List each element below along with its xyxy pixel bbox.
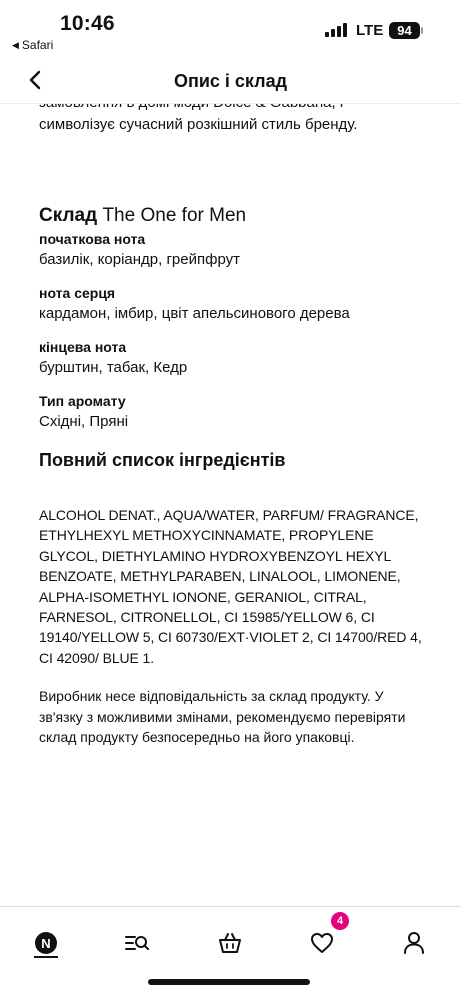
product-name: The One for Men	[102, 205, 247, 226]
home-icon: N	[35, 932, 57, 954]
fragrance-notes	[39, 230, 429, 432]
note-block-base	[39, 338, 429, 378]
bag-icon	[218, 932, 242, 954]
battery-icon: 94	[389, 22, 420, 39]
network-type: LTE	[356, 22, 384, 39]
composition-heading	[39, 204, 429, 228]
composition-label: Склад	[39, 205, 98, 226]
note-value: кардамон, імбир, цвіт апельсинового дерева	[39, 305, 350, 322]
cellular-signal-icon	[325, 23, 349, 37]
disclaimer-text: Виробник несе відповідальність за склад продукту. У зв'язку з можливими змінами, рекомендуємо перевіряти склад продукту безпосередньо на його упаковці.	[39, 688, 406, 746]
note-label: нота серця	[39, 285, 116, 301]
note-label: Тип аромату	[39, 393, 126, 409]
tab-bar	[0, 906, 461, 999]
description-line: символізує сучасний розкішний стиль бренду.	[39, 116, 358, 133]
back-app-label: Safari	[21, 38, 54, 52]
ingredients-list: ALCOHOL DENAT., AQUA/WATER, PARFUM/ FRAGRANCE, ETHYLHEXYL METHOXYCINNAMATE, PROPYLENE GLYCOL, DIETHYLAMINO HYDROXYBENZOYL HEXYL BENZOATE, METHYLPARABEN, LINALOOL, LIMONENE, ALPHA-ISOMETHYL IONONE, GERANIOL, CITRAL, FARNESOL, CITRONELLOL, CI 15985/YELLOW 6, CI 19140/YELLOW 5, CI 60730/EXT·VIOLET 2, CI 14700/RED 4, CI 42090/ BLUE 1.	[39, 507, 422, 666]
heart-icon	[310, 932, 334, 954]
page-title: Опис і склад	[173, 71, 288, 91]
navigation-bar	[0, 56, 461, 104]
home-indicator[interactable]	[148, 979, 310, 985]
ingredients-heading: Повний список інгредієнтів	[39, 450, 286, 470]
back-triangle-icon: ◀	[12, 39, 19, 50]
note-value: Східні, Пряні	[39, 413, 129, 430]
active-tab-indicator	[34, 956, 58, 958]
note-label: початкова нота	[39, 231, 146, 247]
tab-profile[interactable]	[392, 921, 436, 965]
status-time: 10:46	[60, 12, 115, 35]
profile-icon	[402, 931, 426, 955]
wishlist-count-badge: 4	[331, 912, 349, 930]
note-label: кінцева нота	[39, 339, 127, 355]
tab-catalog-search[interactable]	[115, 921, 159, 965]
main-content	[39, 92, 429, 747]
note-block-type	[39, 392, 429, 432]
search-icon	[124, 932, 150, 954]
battery-tip	[421, 27, 423, 34]
note-value: бурштин, табак, Кедр	[39, 359, 188, 376]
tab-home[interactable]	[24, 921, 68, 965]
back-to-app-link[interactable]	[12, 38, 53, 52]
note-block-heart	[39, 284, 429, 324]
note-value: базилік, коріандр, грейпфрут	[39, 251, 241, 268]
status-bar	[0, 0, 461, 56]
tab-bag[interactable]	[208, 921, 252, 965]
note-block-top	[39, 230, 429, 270]
